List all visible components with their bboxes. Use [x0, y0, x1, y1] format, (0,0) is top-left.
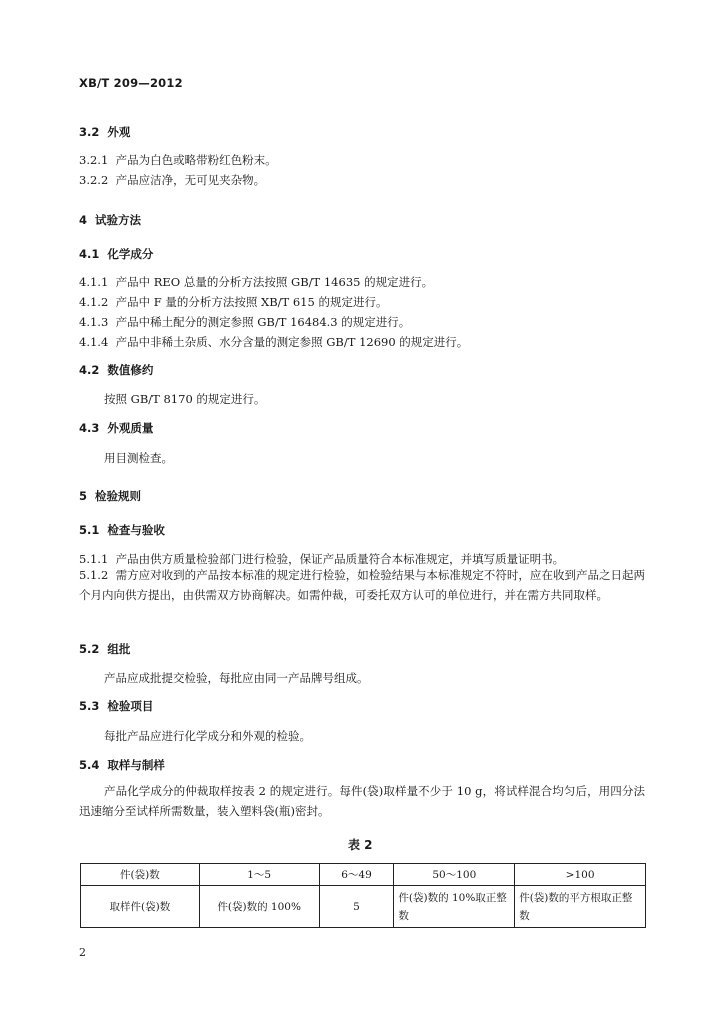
section-4-2-heading — [79, 362, 153, 378]
clause-text: 产品为白色或略带粉红色粉末。 — [115, 153, 277, 167]
clause-text: 产品由供方质量检验部门进行检验，保证产品质量符合本标准规定，并填写质量证明书。 — [115, 552, 565, 566]
clause-number: 4.1.4 — [79, 335, 109, 349]
clause-text: 产品中非稀土杂质、水分含量的测定参照 GB/T 12690 的规定进行。 — [115, 335, 469, 349]
page-number: 2 — [79, 946, 86, 959]
section-title: 检验项目 — [107, 699, 154, 713]
section-number: 3.2 — [79, 125, 100, 139]
document-header: XB/T 209—2012 — [79, 76, 183, 90]
section-number: 4.3 — [79, 421, 100, 435]
section-5-3-text: 每批产品应进行化学成分和外观的检验。 — [104, 729, 311, 743]
section-number: 5 — [79, 489, 88, 503]
clause-4-1-1 — [79, 274, 433, 290]
section-title: 化学成分 — [107, 247, 154, 261]
clause-4-1-2 — [79, 294, 387, 310]
section-title: 组批 — [107, 642, 131, 656]
section-4-2-text: 按照 GB/T 8170 的规定进行。 — [104, 392, 266, 406]
table-row — [81, 886, 646, 928]
clause-3-2-2 — [79, 172, 265, 188]
clause-number: 4.1.3 — [79, 315, 109, 329]
section-4-3-heading — [79, 420, 153, 436]
clause-number: 3.2.2 — [79, 173, 109, 187]
section-title: 外观质量 — [107, 421, 154, 435]
section-5-2-text: 产品应成批提交检验，每批应由同一产品牌号组成。 — [104, 671, 369, 685]
section-number: 5.4 — [79, 758, 100, 772]
table-cell: 件(袋)数的 100% — [199, 886, 319, 928]
section-5-heading — [79, 488, 141, 504]
clause-4-1-4 — [79, 334, 468, 350]
section-title: 外观 — [107, 125, 131, 139]
table-cell: 件(袋)数的平方根取正整数 — [515, 886, 646, 928]
section-title: 检查与验收 — [107, 523, 165, 537]
table-cell: 5 — [319, 886, 394, 928]
section-title: 试验方法 — [95, 213, 142, 227]
section-number: 4.2 — [79, 363, 100, 377]
clause-text: 产品中稀土配分的测定参照 GB/T 16484.3 的规定进行。 — [115, 315, 411, 329]
clause-number: 3.2.1 — [79, 153, 109, 167]
clause-text: 产品中 F 量的分析方法按照 XB/T 615 的规定进行。 — [115, 295, 388, 309]
clause-number: 4.1.2 — [79, 295, 109, 309]
clause-text: 产品应洁净，无可见夹杂物。 — [115, 173, 266, 187]
table-cell: 1～5 — [199, 864, 319, 886]
section-number: 4 — [79, 213, 88, 227]
section-5-4-text: 产品化学成分的仲裁取样按表 2 的规定进行。每件(袋)取样量不少于 10 g，将试样混合均匀后，用四分法迅速缩分至试样所需数量，装入塑料袋(瓶)密封。 — [79, 784, 645, 818]
section-4-1-heading — [79, 246, 153, 262]
table-cell: 件(袋)数 — [81, 864, 200, 886]
section-number: 5.2 — [79, 642, 100, 656]
section-number: 5.3 — [79, 699, 100, 713]
clause-text: 产品中 REO 总量的分析方法按照 GB/T 14635 的规定进行。 — [115, 275, 434, 289]
section-5-1-heading — [79, 522, 165, 538]
table-row — [81, 864, 646, 886]
section-number: 5.1 — [79, 523, 100, 537]
section-3-2-heading — [79, 124, 130, 140]
clause-5-1-2 — [79, 565, 645, 605]
clause-number: 5.1.2 — [79, 568, 109, 582]
section-5-4-heading — [79, 757, 165, 773]
clause-3-2-1 — [79, 152, 277, 168]
section-title: 取样与制样 — [107, 758, 165, 772]
clause-text: 需方应对收到的产品按本标准的规定进行检验，如检验结果与本标准规定不符时，应在收到产品之日起两个月内向供方提出，由供需双方协商解决。如需仲裁，可委托双方认可的单位进行，并在需方共同取样。 — [79, 568, 646, 602]
section-title: 数值修约 — [107, 363, 154, 377]
table-cell: 50～100 — [394, 864, 515, 886]
sampling-table — [80, 863, 646, 928]
section-4-heading — [79, 212, 141, 228]
clause-number: 5.1.1 — [79, 552, 109, 566]
section-number: 4.1 — [79, 247, 100, 261]
table-cell: >100 — [515, 864, 646, 886]
section-title: 检验规则 — [95, 489, 142, 503]
section-5-3-heading — [79, 698, 153, 714]
table-caption: 表 2 — [348, 838, 373, 852]
table-cell: 取样件(袋)数 — [81, 886, 200, 928]
clause-4-1-3 — [79, 314, 410, 330]
table-cell: 6～49 — [319, 864, 394, 886]
clause-number: 4.1.1 — [79, 275, 109, 289]
section-4-3-text: 用目测检查。 — [104, 451, 173, 465]
section-5-2-heading — [79, 641, 130, 657]
table-cell: 件(袋)数的 10%取正整数 — [394, 886, 515, 928]
